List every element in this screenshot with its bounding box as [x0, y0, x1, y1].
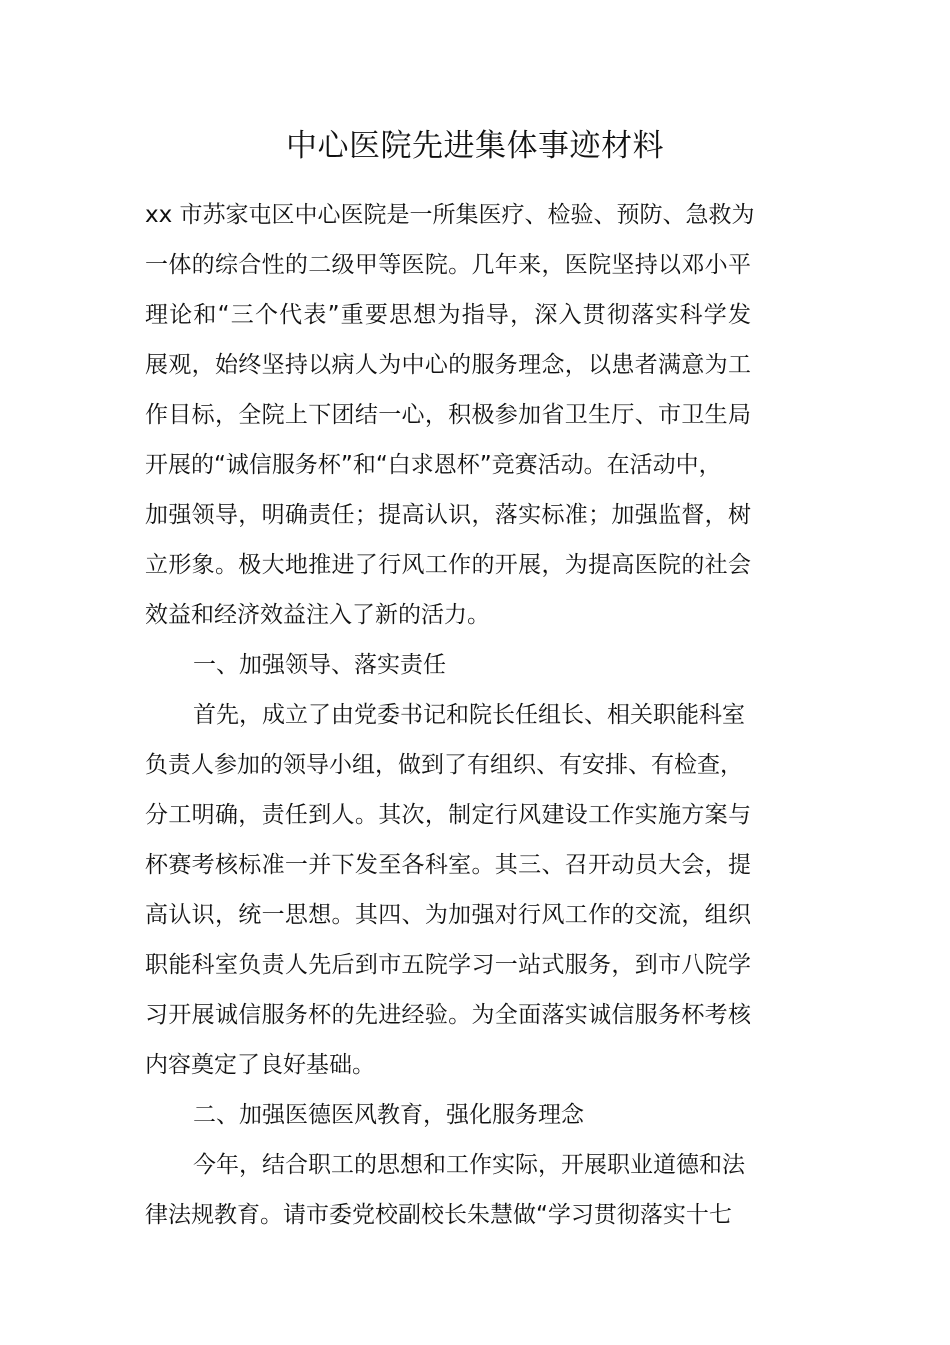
paragraph-line: 负责人参加的领导小组，做到了有组织、有安排、有检查，	[145, 752, 743, 778]
document-title: 中心医院先进集体事迹材料	[286, 128, 664, 164]
paragraph-line: 加强领导，明确责任；提高认识，落实标准；加强监督，树	[145, 502, 751, 528]
paragraph-line: 展观，始终坚持以病人为中心的服务理念，以患者满意为工	[145, 352, 751, 378]
paragraph-line: xx 市苏家屯区中心医院是一所集医疗、检验、预防、急救为	[145, 202, 755, 228]
paragraph-line: 今年，结合职工的思想和工作实际，开展职业道德和法	[193, 1152, 745, 1178]
paragraph-line: 内容奠定了良好基础。	[145, 1052, 375, 1078]
paragraph-line: 理论和“三个代表”重要思想为指导，深入贯彻落实科学发	[145, 302, 751, 328]
paragraph-line: 分工明确，责任到人。其次，制定行风建设工作实施方案与	[145, 802, 751, 828]
paragraph-line: 一体的综合性的二级甲等医院。几年来，医院坚持以邓小平	[145, 252, 751, 278]
paragraph-line: 立形象。极大地推进了行风工作的开展，为提高医院的社会	[145, 552, 751, 578]
paragraph-line: 职能科室负责人先后到市五院学习一站式服务，到市八院学	[145, 952, 751, 978]
paragraph-line: 高认识，统一思想。其四、为加强对行风工作的交流，组织	[145, 902, 751, 928]
paragraph-line: 效益和经济效益注入了新的活力。	[145, 602, 490, 628]
document-body	[145, 190, 755, 1240]
paragraph-line: 作目标，全院上下团结一心，积极参加省卫生厅、市卫生局	[145, 402, 751, 428]
paragraph-line: 律法规教育。请市委党校副校长朱慧做“学习贯彻落实十七	[145, 1202, 732, 1228]
section-heading: 二、加强医德医风教育，强化服务理念	[193, 1102, 584, 1128]
paragraph-line: 开展的“诚信服务杯”和“白求恩杯”竞赛活动。在活动中，	[145, 452, 722, 478]
paragraph-line: 习开展诚信服务杯的先进经验。为全面落实诚信服务杯考核	[145, 1002, 751, 1028]
paragraph-line: 首先，成立了由党委书记和院长任组长、相关职能科室	[193, 702, 745, 728]
section-heading: 一、加强领导、落实责任	[193, 652, 446, 678]
paragraph-line: 杯赛考核标准一并下发至各科室。其三、召开动员大会，提	[145, 852, 751, 878]
